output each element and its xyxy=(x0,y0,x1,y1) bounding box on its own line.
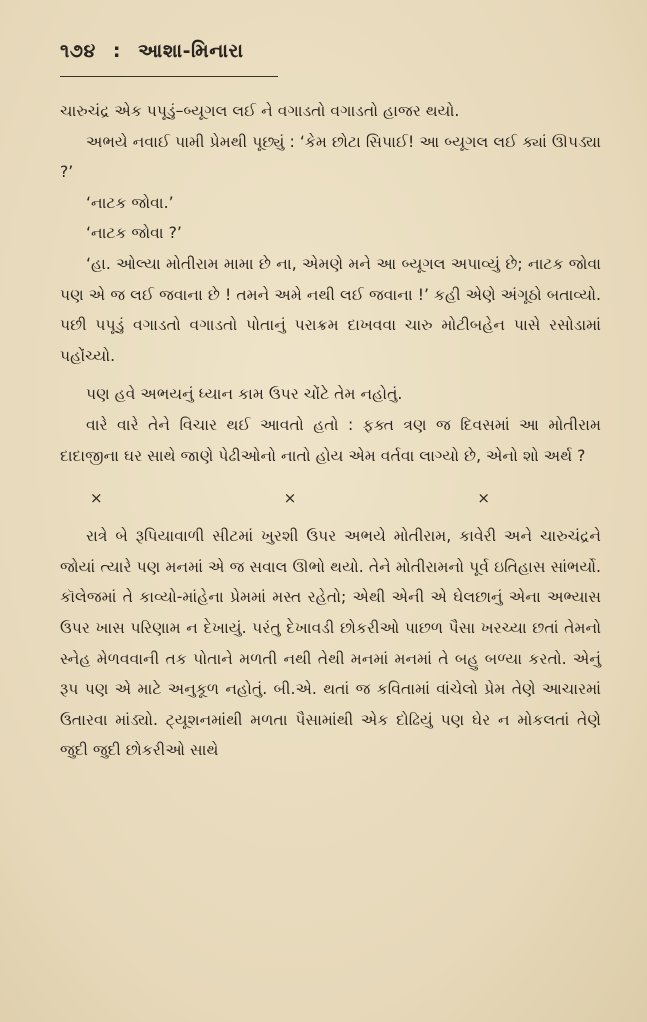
paragraph: ‘નાટક જોવા ?’ xyxy=(86,224,182,243)
section-break-mark: × xyxy=(90,489,103,508)
paragraph: પણ હવે અભયનું ધ્યાન કામ ઉપર ચોંટે તેમ નહોતું. xyxy=(86,385,403,404)
paragraph: ‘નાટક જોવા.’ xyxy=(86,193,174,212)
section-break-mark: × xyxy=(283,489,297,508)
running-head xyxy=(60,40,601,62)
paragraph: ‘હા. ઓલ્યા મોતીરામ મામા છે ના, એમણે મને આ બ્યૂગલ અપાવ્યું છે; નાટક જોવા પણ એ જ લઈ જવાના છે ! તમને અમે નથી લઈ જવાના !’ કહી એણે અંગૂઠો બતાવ્યો. પછી પપૂડું વગાડતો વગાડતો પોતાનું પરાક્રમ દાખવવા ચારુ મોટીબહેન પાસે રસોડામાં પહોંચ્યો. xyxy=(60,254,601,365)
paragraph: અભયે નવાઈ પામી પ્રેમથી પૂછ્યું : ‘કેમ છોટા સિપાઈ! આ બ્યૂગલ લઈ ક્યાં ઊપડ્યા ?’ xyxy=(60,132,601,182)
paragraph: રાત્રે બે રૂપિયાવાળી સીટમાં ખુરશી ઉપર અભયે મોતીરામ, કાવેરી અને ચારુચંદ્રને જોયાં ત્યારે પણ મનમાં એ જ સવાલ ઊભો થયો. તેને મોતીરામનો પૂર્વ ઇતિહાસ સાંભર્યો. કૉલેજમાં તે કાવ્યો-માંહેના પ્રેમમાં મસ્ત રહેતો; એથી એની એ ઘેલછાનું એના અભ્યાસ ઉપર ખાસ પરિણામ ન દેખાયું. પરંતુ દેખાવડી છોકરીઓ પાછળ પૈસા ખરચ્યા છતાં તેમનો સ્નેહ મેળવવાની તક પોતાને મળતી નથી તેથી મનમાં મનમાં તે બહુ બળ્યા કરતો. એનું રૂપ પણ એ માટે અનુકૂળ નહોતું. બી.એ. થતાં જ કવિતામાં વાંચેલો પ્રેમ તેણે આચારમાં ઉતારવા માંડ્યો. ટ્યૂશનમાંથી મળતા પૈસામાંથી એક દોઢિયું પણ ઘેર ન મોકલતાં તેણે જુદી જુદી છોકરીઓ સાથે xyxy=(60,527,601,760)
section-break-mark: × xyxy=(477,489,490,508)
page-number: ૧૭૪ xyxy=(60,40,96,62)
paragraph: વારે વારે તેને વિચાર થઈ આવતો હતો : ફક્ત ત્રણ જ દિવસમાં આ મોતીરામ દાદાજીના ઘર સાથે જાણે પેઢીઓનો નાતો હોય એમ વર્તવા લાગ્યો છે, એનો શો અર્થ ? xyxy=(60,415,601,465)
section-break xyxy=(90,489,490,507)
header-rule xyxy=(60,76,278,77)
header-separator: : xyxy=(112,40,122,62)
body-text xyxy=(60,96,601,766)
paragraph: ચારુચંદ્ર એક પપૂડું–બ્યૂગલ લઈ ને વગાડતો વગાડતો હાજર થયો. xyxy=(60,102,460,120)
book-title: આશા-મિનારા xyxy=(138,40,244,62)
